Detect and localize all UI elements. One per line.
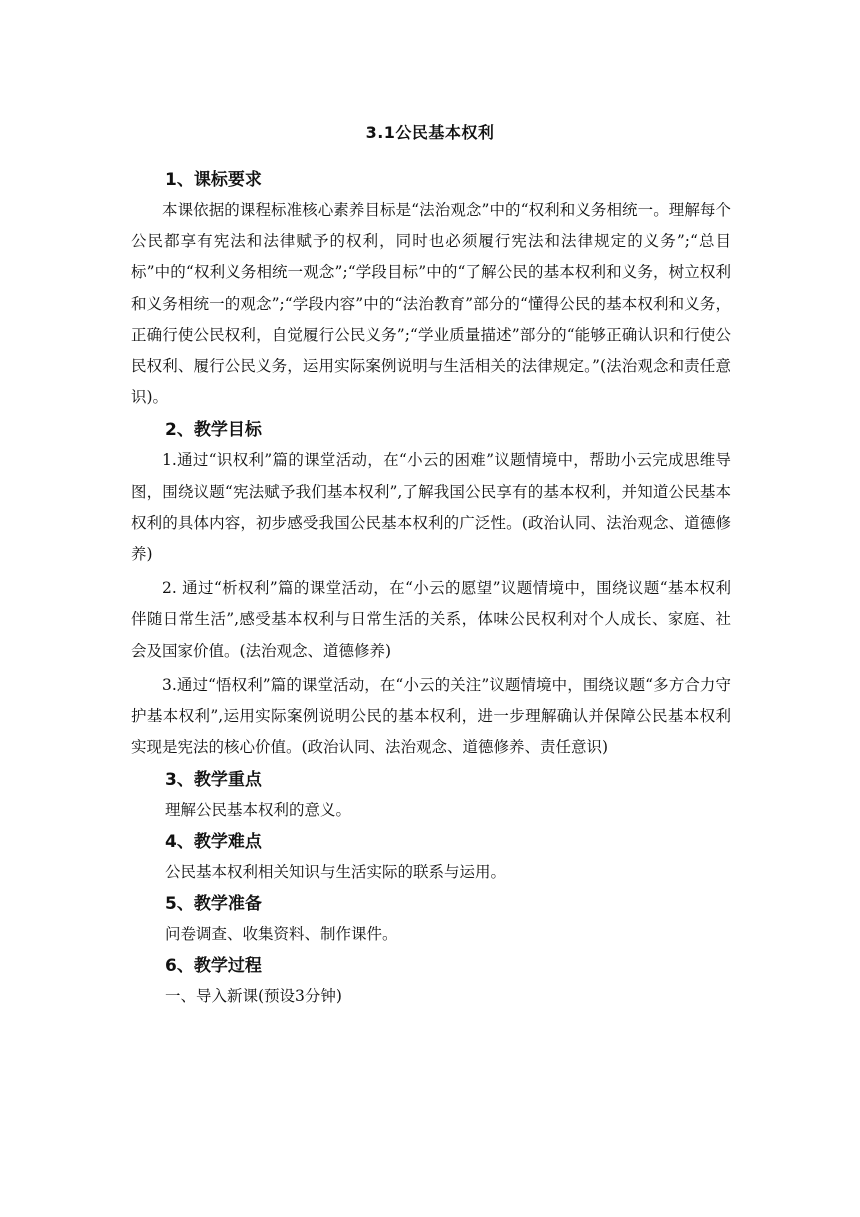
section-heading-difficulties: 4、教学难点: [165, 832, 262, 853]
document-body: [131, 166, 731, 1014]
preparation-text: 问卷调查、收集资料、制作课件。: [165, 925, 398, 944]
section-heading-preparation: 5、教学准备: [165, 894, 262, 915]
section-heading-key-points: 3、教学重点: [165, 770, 262, 791]
key-points-text: 理解公民基本权利的意义。: [165, 801, 352, 820]
curriculum-paragraph: 本课依据的课程标准核心素养目标是“法治观念”中的“权利和义务相统一。理解每个公民都享有宪法和法律赋予的权利，同时也必须履行宪法和法律规定的义务”;“总目标”中的“权利义务相统一观念”;“学段目标”中的“了解公民的基本权利和义务，树立权利和义务相统一的观念”;“学段内容”中的“法治教育”部分的“懂得公民的基本权利和义务，正确行使公民权利，自觉履行公民义务”;“学业质量描述”部分的“能够正确认识和行使公民权利、履行公民义务，运用实际案例说明与生活相关的法律规定。”(法治观念和责任意识)。: [131, 201, 731, 407]
objective-item-1: 1.通过“识权利”篇的课堂活动，在“小云的困难”议题情境中，帮助小云完成思维导图，围绕议题“宪法赋予我们基本权利”,了解我国公民享有的基本权利，并知道公民基本权利的具体内容，初步感受我国公民基本权利的广泛性。(政治认同、法治观念、道德修养): [131, 451, 731, 564]
section-heading-objectives: 2、教学目标: [165, 420, 262, 441]
objective-item-2: 2. 通过“析权利”篇的课堂活动，在“小云的愿望”议题情境中，围绕议题“基本权利伴随日常生活”,感受基本权利与日常生活的关系，体味公民权利对个人成长、家庭、社会及国家价值。(法治观念、道德修养): [131, 579, 731, 660]
process-text: 一、导入新课(预设3分钟): [165, 987, 342, 1006]
page-title: 3.1公民基本权利: [365, 123, 495, 142]
section-heading-curriculum: 1、课标要求: [165, 170, 262, 190]
objective-item-3: 3.通过“悟权利”篇的课堂活动，在“小云的关注”议题情境中，围绕议题“多方合力守护基本权利”,运用实际案例说明公民的基本权利，进一步理解确认并保障公民基本权利实现是宪法的核心价值。(政治认同、法治观念、道德修养、责任意识): [131, 675, 731, 757]
difficulties-text: 公民基本权利相关知识与生活实际的联系与运用。: [165, 863, 507, 882]
section-heading-process: 6、教学过程: [165, 956, 262, 977]
